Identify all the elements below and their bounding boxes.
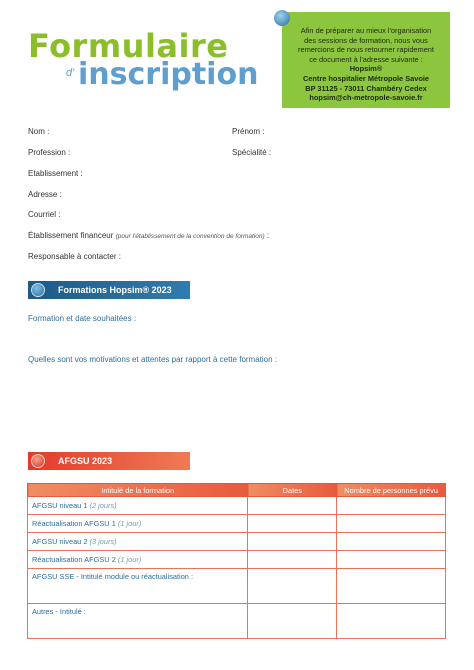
dates-cell[interactable] bbox=[248, 533, 337, 551]
dates-cell[interactable] bbox=[248, 497, 337, 515]
dates-cell[interactable] bbox=[248, 569, 337, 604]
formation-date-prompt[interactable]: Formation et date souhaitées : bbox=[28, 314, 137, 323]
info-email[interactable]: hopsim@ch-metropole-savoie.fr bbox=[309, 93, 423, 103]
financeur-colon: : bbox=[264, 231, 270, 240]
row-label-cell bbox=[28, 604, 248, 639]
row-duration: (2 jours) bbox=[89, 501, 117, 510]
instructions-box bbox=[282, 12, 450, 108]
financeur-note: (pour l'établissement de la convention de formation) bbox=[115, 233, 265, 240]
prenom-field-label[interactable]: Prénom : bbox=[232, 127, 265, 136]
row-label: Autres - Intitulé : bbox=[32, 607, 86, 616]
column-header-nombre: Nombre de personnes prévu bbox=[337, 484, 446, 497]
form-title-line1: Formulaire bbox=[28, 27, 229, 65]
motivations-prompt[interactable]: Quelles sont vos motivations et attentes par rapport à cette formation : bbox=[28, 355, 278, 364]
responsable-field-label[interactable]: Responsable à contacter : bbox=[28, 252, 121, 261]
info-org: Hopsim® bbox=[349, 64, 383, 74]
courriel-field-label[interactable]: Courriel : bbox=[28, 210, 61, 219]
nom-field-label[interactable]: Nom : bbox=[28, 127, 50, 136]
row-duration: (1 jour) bbox=[117, 519, 142, 528]
section-title-formations: Formations Hopsim® 2023 bbox=[58, 285, 172, 295]
row-label: AFGSU niveau 2 bbox=[32, 537, 88, 546]
financeur-field-label[interactable] bbox=[28, 231, 269, 240]
row-label-cell bbox=[28, 569, 248, 604]
info-line1: Afin de préparer au mieux l'organisation bbox=[300, 26, 432, 35]
column-header-dates: Dates bbox=[248, 484, 337, 497]
row-label: Réactualisation AFGSU 2 bbox=[32, 555, 116, 564]
nombre-cell[interactable] bbox=[337, 604, 446, 639]
info-line4: ce document à l'adresse suivante : bbox=[309, 54, 423, 64]
table-row bbox=[28, 551, 446, 569]
info-line2: des sessions de formation, nous vous bbox=[304, 35, 428, 45]
row-label-cell bbox=[28, 497, 248, 515]
specialite-field-label[interactable]: Spécialité : bbox=[232, 148, 272, 157]
afgsu-table bbox=[27, 483, 446, 639]
row-label: Réactualisation AFGSU 1 bbox=[32, 519, 116, 528]
nombre-cell[interactable] bbox=[337, 497, 446, 515]
etablissement-field-label[interactable]: Etablissement : bbox=[28, 169, 83, 178]
row-label-cell bbox=[28, 533, 248, 551]
row-duration: (3 jours) bbox=[89, 537, 117, 546]
bullet-icon bbox=[31, 283, 45, 297]
info-line3: remercions de nous retourner rapidement bbox=[298, 45, 434, 55]
dates-cell[interactable] bbox=[248, 515, 337, 533]
financeur-label: Établissement financeur bbox=[28, 231, 114, 240]
row-label: AFGSU niveau 1 bbox=[32, 501, 88, 510]
section-title-afgsu: AFGSU 2023 bbox=[58, 456, 113, 466]
section-banner-formations bbox=[28, 281, 190, 299]
row-duration: (1 jour) bbox=[117, 555, 142, 564]
dates-cell[interactable] bbox=[248, 604, 337, 639]
table-row bbox=[28, 569, 446, 604]
dates-cell[interactable] bbox=[248, 551, 337, 569]
nombre-cell[interactable] bbox=[337, 515, 446, 533]
column-header-intitule: Intitulé de la formation bbox=[28, 484, 248, 497]
nombre-cell[interactable] bbox=[337, 551, 446, 569]
form-title-line2: inscription bbox=[78, 57, 259, 92]
table-row bbox=[28, 497, 446, 515]
nombre-cell[interactable] bbox=[337, 569, 446, 604]
row-label-cell bbox=[28, 551, 248, 569]
bullet-icon bbox=[31, 454, 45, 468]
row-label-cell bbox=[28, 515, 248, 533]
info-address: BP 31125 - 73011 Chambéry Cedex bbox=[305, 83, 427, 93]
adresse-field-label[interactable]: Adresse : bbox=[28, 190, 62, 199]
section-banner-afgsu bbox=[28, 452, 190, 470]
form-title-prefix: d' bbox=[66, 67, 75, 79]
nombre-cell[interactable] bbox=[337, 533, 446, 551]
row-label: AFGSU SSE - Intitulé module ou réactualisation : bbox=[32, 572, 194, 581]
info-center: Centre hospitalier Métropole Savoie bbox=[302, 73, 430, 83]
table-header-row bbox=[28, 484, 446, 497]
table-row bbox=[28, 515, 446, 533]
table-row bbox=[28, 533, 446, 551]
profession-field-label[interactable]: Profession : bbox=[28, 148, 71, 157]
bullet-icon bbox=[274, 10, 290, 26]
table-row bbox=[28, 604, 446, 639]
